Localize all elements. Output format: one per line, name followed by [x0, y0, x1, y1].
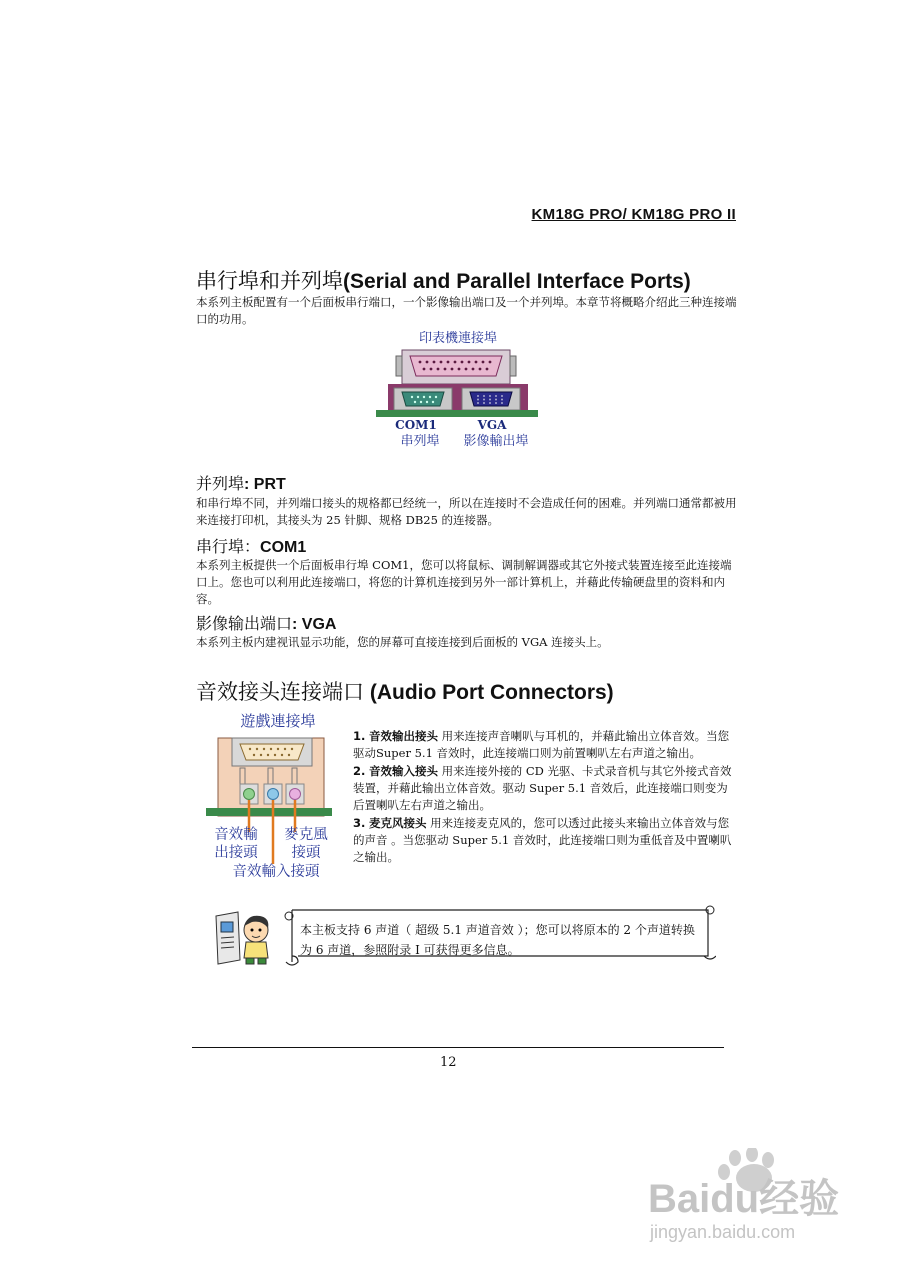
- watermark-url: jingyan.baidu.com: [650, 1222, 796, 1242]
- subsection-title-com1: [196, 534, 306, 557]
- item-name: 音效输入接头: [369, 764, 439, 778]
- subsection-title-cn: 影像输出端口: [196, 614, 293, 633]
- subsection-title-cn: 并列埠: [196, 474, 245, 493]
- item-number: 1.: [353, 729, 366, 743]
- item-text: 用来连接外接的 CD 光驱、卡式录音机与其它外接式音效装置，并藉此输出立体音效。驱动 Super 5.1 音效后，此连接端口则变为后置喇叭左右声道之输出。: [353, 764, 732, 812]
- vga-body: 本系列主板内建视讯显示功能，您的屏幕可直接连接到后面板的 VGA 连接头上。: [196, 635, 609, 649]
- line-out-label-1: 音效輸: [214, 827, 258, 843]
- line-out-jack-icon: [244, 789, 255, 800]
- title-en: (Audio Port Connectors): [369, 681, 614, 704]
- printer-port-label: 印表機連接埠: [418, 331, 498, 346]
- section-title-serial-parallel: [196, 265, 691, 295]
- mic-label-1: 麥克風: [284, 827, 328, 843]
- document-header-model: KM18G PRO/ KM18G PRO II: [531, 206, 736, 223]
- subsection-title-en: : VGA: [292, 616, 337, 633]
- com1-cn-label: 串列埠: [400, 434, 440, 449]
- page-number: 12: [440, 1055, 457, 1070]
- item-number: 2.: [353, 764, 366, 778]
- item-text: 用来连接声音喇叭与耳机的，并藉此输出立体音效。当您驱动Super 5.1 音效时，此连接端口则为前置喇叭左右声道之输出。: [353, 729, 730, 760]
- line-in-label: 音效輸入接頭: [232, 864, 320, 880]
- mic-label-2: 接頭: [291, 845, 321, 861]
- line-out-label-2: 出接頭: [214, 845, 258, 861]
- game-port-icon: [232, 738, 312, 766]
- list-item: [353, 763, 739, 814]
- section-title-audio: [196, 676, 614, 706]
- watermark-brand: Baidu经验: [648, 1177, 840, 1221]
- title-cn: 音效接头连接端口: [196, 680, 364, 704]
- mic-jack-icon: [290, 789, 301, 800]
- prt-body: 和串行埠不同，并列端口接头的规格都已经统一，所以在连接时不会造成任何的困难。并列端口通常都被用来连接打印机，其接头为 25 针脚、规格 DB25 的连接器。: [196, 496, 737, 527]
- subsection-title-cn: 串行埠：: [196, 537, 261, 556]
- reading-boy-icon: [214, 908, 274, 966]
- baidu-watermark-logo: [640, 1148, 870, 1248]
- vga-label: VGA: [477, 418, 507, 432]
- item-text: 用来连接麦克风的，您可以透过此接头来输出立体音效与您的声音 。当您驱动 Super 5.1 音效时，此连接端口则为重低音及中置喇叭之输出。: [353, 816, 732, 864]
- com1-port-icon: [402, 392, 444, 406]
- subsection-title-en: : PRT: [244, 476, 286, 493]
- subsection-title-prt: [196, 471, 286, 494]
- game-port-label: 遊戲連接埠: [240, 712, 316, 730]
- title-en: (Serial and Parallel Interface Ports): [343, 270, 691, 293]
- com1-body: 本系列主板提供一个后面板串行埠 COM1，您可以将鼠标、调制解调器或其它外接式装置连接至此连接端口上。您也可以利用此连接端口，将您的计算机连接到另外一部计算机上，并藉此传输硬盘里的资料和内容。: [196, 558, 732, 606]
- subsection-title-vga: [196, 611, 336, 634]
- vga-port-icon: [470, 392, 512, 406]
- subsection-title-en: COM1: [260, 539, 307, 556]
- list-item: [353, 728, 739, 762]
- list-item: [353, 815, 739, 866]
- rear-ports-figure: [372, 326, 544, 452]
- audio-ports-figure: [204, 708, 342, 884]
- section1-intro: 本系列主板配置有一个后面板串行端口，一个影像输出端口及一个并列埠。本章节将概略介绍此三种连接端口的功用。: [196, 295, 737, 326]
- footer-divider: [192, 1047, 724, 1048]
- vga-cn-label: 影像輸出埠: [463, 434, 529, 449]
- parallel-port-icon: [396, 350, 516, 384]
- audio-connector-list: [353, 728, 739, 867]
- item-name: 麦克风接头: [369, 816, 427, 830]
- note-text: 本主板支持 6 声道（ 超级 5.1 声道音效 ）；您可以将原本的 2 个声道转换为 6 声道，参照附录 I 可获得更多信息。: [300, 923, 695, 957]
- line-in-jack-icon: [268, 789, 279, 800]
- item-name: 音效输出接头: [369, 729, 439, 743]
- com1-label: COM1: [395, 418, 437, 432]
- item-number: 3.: [353, 816, 366, 830]
- title-cn: 串行埠和并列埠: [196, 269, 343, 293]
